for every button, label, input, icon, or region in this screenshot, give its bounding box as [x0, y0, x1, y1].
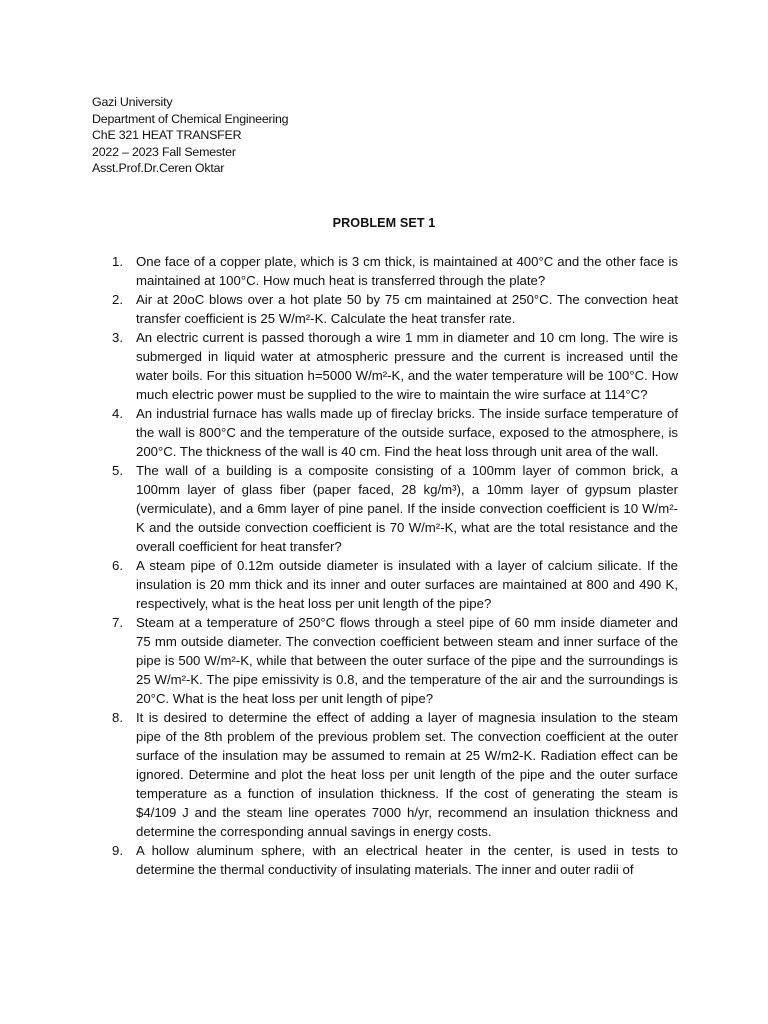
problem-text: An industrial furnace has walls made up of fireclay bricks. The inside surface temperature of the wall is 800°C and the temperature of the outside surface, exposed to the atmosphere, is 200°C. The thickness of the wall is 40 cm. Find the heat loss through unit area of the wall. — [136, 406, 678, 459]
problem-number: 2. — [112, 292, 123, 307]
problem-item — [112, 404, 678, 461]
problem-item — [112, 556, 678, 613]
course-name: ChE 321 HEAT TRANSFER — [92, 128, 242, 143]
semester: 2022 – 2023 Fall Semester — [92, 144, 236, 159]
problem-text: An electric current is passed thorough a wire 1 mm in diameter and 10 cm long. The wire is submerged in liquid water at atmospheric pressure and the current is increased until the water boils. For this situation h=5000 W/m²-K, and the water temperature will be 100°C. How much electric power must be supplied to the wire to maintain the wire surface at 114°C? — [136, 330, 678, 402]
problem-item — [112, 252, 678, 290]
problem-number: 5. — [112, 463, 123, 478]
problem-list — [112, 252, 678, 879]
problem-text: The wall of a building is a composite consisting of a 100mm layer of common brick, a 100mm layer of glass fiber (paper faced, 28 kg/m³), a 10mm layer of gypsum plaster (vermiculate), and a 6mm layer of pine panel. If the inside convection coefficient is 10 W/m²-K and the outside convection coefficient is 70 W/m²-K, what are the total resistance and the overall coefficient for heat transfer? — [136, 463, 678, 554]
problem-item — [112, 290, 678, 328]
problem-number: 7. — [112, 615, 123, 630]
problem-item — [112, 328, 678, 404]
problem-item — [112, 841, 678, 879]
problem-item — [112, 461, 678, 556]
problem-number: 3. — [112, 330, 123, 345]
course-header — [92, 94, 492, 177]
instructor-name: Asst.Prof.Dr.Ceren Oktar — [92, 161, 225, 176]
problem-set-title: PROBLEM SET 1 — [332, 216, 436, 230]
problem-number: 1. — [112, 254, 123, 269]
university-name: Gazi University — [92, 95, 173, 109]
problem-number: 4. — [112, 406, 123, 421]
problem-number: 9. — [112, 843, 123, 858]
problem-text: Steam at a temperature of 250°C flows through a steel pipe of 60 mm inside diameter and 75 mm outside diameter. The convection coefficient between steam and inner surface of the pipe is 500 W/m²-K, while that between the outer surface of the pipe and the surroundings is 25 W/m²-K. The pipe emissivity is 0.8, and the temperature of the air and the surroundings is 20°C. What is the heat loss per unit length of pipe? — [136, 615, 678, 706]
problem-item — [112, 613, 678, 708]
problem-number: 8. — [112, 710, 123, 725]
problem-text: A hollow aluminum sphere, with an electrical heater in the center, is used in tests to determine the thermal conductivity of insulating materials. The inner and outer radii of — [136, 843, 678, 877]
problem-number: 6. — [112, 558, 123, 573]
problem-text: A steam pipe of 0.12m outside diameter is insulated with a layer of calcium silicate. If the insulation is 20 mm thick and its inner and outer surfaces are maintained at 800 and 490 K, respectively, what is the heat loss per unit length of the pipe? — [136, 558, 678, 611]
problem-text: Air at 20oC blows over a hot plate 50 by 75 cm maintained at 250°C. The convection heat transfer coefficient is 25 W/m²-K. Calculate the heat transfer rate. — [136, 292, 678, 326]
problem-item — [112, 708, 678, 841]
problem-text: It is desired to determine the effect of adding a layer of magnesia insulation to the steam pipe of the 8th problem of the previous problem set. The convection coefficient at the outer surface of the insulation may be assumed to remain at 25 W/m2-K. Radiation effect can be ignored. Determine and plot the heat loss per unit length of the pipe and the outer surface temperature as a function of insulation thickness. If the cost of generating the steam is $4/109 J and the steam line operates 7000 h/yr, recommend an insulation thickness and determine the corresponding annual savings in energy costs. — [136, 710, 678, 839]
problem-text: One face of a copper plate, which is 3 cm thick, is maintained at 400°C and the other face is maintained at 100°C. How much heat is transferred through the plate? — [136, 254, 678, 288]
department-name: Department of Chemical Engineering — [92, 111, 289, 126]
